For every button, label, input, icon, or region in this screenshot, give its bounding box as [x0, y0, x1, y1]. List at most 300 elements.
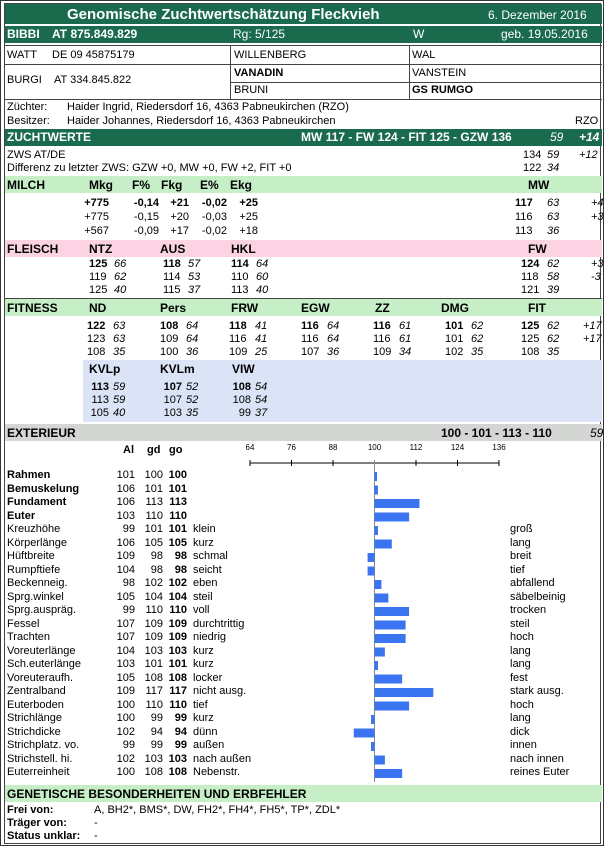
trait-left-label: eben [193, 577, 218, 589]
trait-al: 103 [116, 658, 135, 670]
trait-bar [375, 607, 410, 616]
fleisch-rel: 62 [547, 258, 560, 270]
trait-right-label: lang [510, 536, 531, 549]
trait-left-label: klein [193, 523, 216, 535]
trait-name: Fundament [7, 496, 67, 508]
fitness-value2: 105 [90, 407, 109, 419]
sire-dam-sire: WAL [412, 49, 436, 61]
fitness-rel: 63 [113, 320, 126, 332]
trait-gd: 110 [145, 604, 163, 616]
report-title: Genomische Zuchtwertschätzung Fleckvieh [67, 6, 380, 23]
trait-right-label: innen [510, 739, 537, 751]
trait-gd: 104 [144, 590, 163, 603]
trait-gd: 98 [150, 550, 163, 562]
trait-al: 104 [116, 644, 135, 657]
milch-value: -0,09 [133, 225, 159, 237]
trait-bar [375, 594, 389, 603]
trait-al: 99 [122, 604, 135, 616]
trait-left-label: voll [193, 604, 210, 616]
fitness-value: 108 [87, 346, 106, 358]
fitness-value: 109 [160, 333, 179, 345]
zw-summary: MW 117 - FW 124 - FIT 125 - GZW 136 [301, 130, 512, 144]
fitness-rel: 41 [255, 320, 268, 332]
breeder-value: Haider Ingrid, Riedersdorf 16, 4363 Pabneukirchen (RZO) [67, 101, 349, 113]
fitness-col: EGW [301, 301, 330, 315]
axis-tick-label: 100 [367, 443, 382, 452]
fitness-col: ND [89, 301, 107, 315]
trait-right-label: stark ausg. [510, 685, 564, 697]
trait-name: Bemuskelung [7, 482, 80, 495]
diff-value: 122 [523, 162, 542, 174]
trait-gd: 99 [150, 739, 163, 751]
milch-value: -0,14 [133, 197, 159, 209]
ext-head: Al [123, 444, 134, 456]
trait-al: 99 [122, 523, 135, 535]
milch-value: +25 [239, 197, 258, 209]
fitness-rel: 35 [547, 346, 560, 358]
fitness-value: 108 [160, 320, 179, 332]
fitness-value2: 113 [91, 394, 109, 406]
zw-diff: +14 [579, 130, 600, 144]
milch-value: +775 [84, 211, 109, 223]
trait-name: Trachten [7, 631, 51, 643]
trait-gd: 110 [145, 698, 163, 711]
trait-al: 107 [116, 617, 135, 630]
trait-al: 106 [116, 536, 135, 549]
trait-name: Voreuterlänge [7, 644, 76, 657]
fleisch-value: 125 [89, 258, 108, 270]
trait-go: 101 [168, 523, 187, 535]
trait-go: 117 [169, 685, 187, 697]
fitness-rel: 36 [327, 346, 340, 358]
fitness-header [5, 299, 602, 316]
fleisch-section [5, 240, 602, 298]
fitness-value: 101 [445, 333, 464, 345]
fitness-col: DMG [441, 301, 469, 315]
animal-rank: Rg: 5/125 [233, 27, 286, 41]
title-bar [5, 4, 602, 24]
trait-bar [375, 661, 378, 670]
genetic-label: GENETISCHE BESONDERHEITEN UND ERBFEHLER [7, 787, 307, 801]
trait-go: 99 [174, 739, 187, 751]
fleisch-col: NTZ [89, 242, 113, 256]
trait-go: 103 [168, 644, 187, 657]
fleisch-value: 114 [163, 271, 181, 283]
trait-gd: 103 [144, 752, 163, 765]
trait-gd: 110 [145, 509, 163, 522]
carrier-label: Träger von: [7, 817, 67, 829]
trait-go: 105 [168, 536, 187, 549]
trait-left-label: seicht [193, 563, 222, 576]
trait-left-label: kurz [193, 644, 214, 657]
fitness-rel2: 59 [113, 381, 126, 393]
trait-name: Rumpftiefe [7, 563, 61, 576]
fitness-rel: 34 [399, 346, 412, 358]
trait-bar [375, 756, 385, 765]
trait-go: 108 [168, 766, 187, 778]
trait-right-label: lang [510, 712, 531, 724]
trait-bar [354, 729, 375, 738]
diff-label: Differenz zu letzter ZWS: GZW +0, MW +0, FW +2, FIT +0 [7, 162, 292, 174]
fitness-value: 109 [373, 346, 392, 358]
fitness-rel: 41 [255, 333, 268, 345]
fleisch-rel: 53 [188, 271, 201, 283]
milch-value: +17 [170, 225, 189, 237]
trait-go: 98 [174, 563, 187, 576]
trait-al: 101 [116, 469, 135, 481]
trait-gd: 109 [144, 617, 163, 630]
fitness-right: FIT [528, 301, 546, 315]
trait-bar [375, 580, 382, 589]
fleisch-rel: 62 [114, 271, 127, 283]
fitness-value: 122 [87, 320, 106, 332]
animal-name: BIBBI [7, 27, 40, 41]
fitness-rel: 35 [113, 346, 126, 358]
fleisch-col: AUS [160, 242, 186, 256]
fitness-rel: 62 [547, 320, 560, 332]
trait-name: Voreuteraufh. [7, 671, 74, 684]
fleisch-rel: 40 [114, 284, 127, 296]
milch-rel: 36 [547, 225, 560, 237]
trait-name: Sch.euterlänge [7, 658, 81, 670]
fitness-label: FITNESS [7, 301, 58, 315]
milch-value: +18 [239, 225, 258, 237]
trait-name: Hüftbreite [7, 550, 55, 562]
trait-bar [375, 688, 434, 697]
fitness-value: 101 [445, 320, 464, 332]
fitness-rel: 62 [547, 333, 560, 345]
fitness-col2: KVLm [160, 362, 195, 376]
fleisch-value: 115 [163, 284, 181, 296]
fitness-col2: VIW [232, 362, 255, 376]
milch-index: 116 [515, 211, 533, 223]
trait-al: 109 [116, 685, 135, 697]
trait-al: 99 [122, 739, 135, 751]
exterieur-summary: 100 - 101 - 113 - 110 [441, 426, 552, 440]
fitness-rel: 62 [471, 333, 484, 345]
fitness-index: 108 [521, 346, 540, 358]
fleisch-index: 118 [521, 271, 539, 283]
fitness-rel2: 54 [255, 394, 268, 406]
trait-gd: 101 [144, 658, 163, 670]
sire-name: WATT [7, 49, 37, 61]
trait-al: 106 [116, 482, 135, 495]
trait-al: 100 [116, 712, 135, 724]
trait-gd: 117 [145, 685, 163, 697]
fitness-rel: 64 [186, 320, 199, 332]
trait-go: 102 [168, 577, 187, 589]
fleisch-value: 114 [231, 258, 249, 270]
milch-value: -0,15 [133, 211, 159, 223]
axis-tick-label: 136 [492, 443, 506, 452]
ext-head: go [169, 444, 183, 456]
fitness-value: 100 [160, 346, 179, 358]
milch-value: +25 [239, 211, 258, 223]
fitness-index: 125 [521, 320, 540, 332]
animal-id: AT 875.849.829 [52, 27, 138, 41]
fitness-section [5, 299, 602, 422]
fitness-rel: 35 [471, 346, 484, 358]
fleisch-diff: -3 [591, 271, 601, 283]
trait-go: 110 [169, 604, 187, 616]
trait-right-label: lang [510, 658, 531, 670]
fitness-value: 116 [301, 320, 319, 332]
report-date: 6. Dezember 2016 [488, 8, 587, 22]
trait-name: Strichstell. hi. [7, 752, 73, 765]
trait-al: 102 [116, 752, 135, 765]
milch-col: E% [200, 178, 219, 192]
fleisch-rel: 66 [114, 258, 127, 270]
trait-go: 101 [168, 658, 187, 670]
trait-gd: 105 [144, 536, 163, 549]
fleisch-rel: 58 [547, 271, 560, 283]
trait-left-label: niedrig [193, 631, 227, 643]
trait-bar [371, 715, 374, 724]
trait-go: 113 [169, 496, 187, 508]
fitness-col2: KVLp [89, 362, 121, 376]
trait-left-label: locker [193, 671, 223, 684]
trait-left-label: kurz [193, 658, 214, 670]
fitness-col: FRW [231, 301, 259, 315]
trait-bar [375, 675, 403, 684]
trait-name: Sprg.winkel [7, 590, 64, 603]
dam-sire2: VANSTEIN [412, 67, 467, 79]
exterieur-section [5, 422, 602, 782]
trait-right-label: abfallend [510, 577, 555, 589]
trait-bar [375, 702, 410, 711]
trait-bar [375, 472, 378, 481]
trait-al: 100 [116, 698, 135, 711]
trait-go: 98 [174, 550, 187, 562]
fleisch-rel: 37 [188, 284, 201, 296]
fitness-rel: 64 [327, 320, 340, 332]
owner-value: Haider Johannes, Riedersdorf 16, 4363 Pabneukirchen [67, 115, 336, 127]
trait-gd: 100 [144, 469, 163, 481]
trait-al: 98 [122, 577, 135, 589]
fitness-rel2: 54 [255, 381, 268, 393]
owner-org: RZO [575, 115, 599, 127]
fitness-value2: 113 [91, 381, 109, 393]
fitness-rel: 64 [327, 333, 340, 345]
fitness-col: ZZ [375, 301, 390, 315]
unclear-label: Status unklar: [7, 830, 81, 842]
milch-index: 117 [515, 197, 533, 209]
dam-gg: GS RUMGO [412, 84, 474, 96]
milch-label: MILCH [7, 178, 45, 192]
free-label: Frei von: [7, 804, 54, 816]
fleisch-diff: +3 [591, 258, 604, 270]
zws-rel: 59 [547, 149, 560, 161]
milch-value: -0,02 [201, 197, 227, 209]
trait-left-label: kurz [193, 536, 214, 549]
trait-gd: 103 [144, 644, 163, 657]
milch-right: MW [528, 178, 550, 192]
trait-name: Kreuzhöhe [7, 523, 61, 535]
fitness-value: 107 [301, 346, 320, 358]
fitness-value2: 108 [232, 381, 251, 393]
trait-right-label: tief [510, 563, 525, 576]
trait-left-label: nach außen [193, 752, 252, 765]
fitness-value2: 107 [163, 381, 182, 393]
unclear-value: - [94, 830, 98, 842]
diff-rel: 34 [547, 162, 560, 174]
trait-name: Strichlänge [7, 712, 63, 724]
milch-col: Fkg [161, 178, 183, 192]
milch-value: -0,03 [201, 211, 227, 223]
trait-go: 103 [168, 752, 187, 765]
zw-label: ZUCHTWERTE [7, 130, 91, 144]
fitness-diff: +17 [583, 320, 602, 332]
fleisch-value: 119 [89, 271, 107, 283]
fitness-value: 118 [229, 320, 247, 332]
fitness-rel: 62 [471, 320, 484, 332]
animal-born: geb. 19.05.2016 [501, 27, 588, 41]
fleisch-value: 110 [231, 271, 249, 283]
fitness-value: 116 [301, 333, 319, 345]
fleisch-col: HKL [231, 242, 256, 256]
trait-al: 102 [116, 725, 135, 738]
trait-name: Körperlänge [7, 536, 67, 549]
animal-sex: W [413, 27, 425, 41]
trait-name: Zentralband [7, 685, 66, 697]
trait-right-label: lang [510, 644, 531, 657]
trait-al: 105 [116, 671, 135, 684]
fitness-rel: 61 [399, 320, 412, 332]
trait-gd: 108 [144, 766, 163, 778]
trait-bar [375, 526, 378, 535]
fitness-value: 109 [229, 346, 248, 358]
milch-rel: 63 [547, 197, 560, 209]
fitness-rel2: 59 [113, 394, 126, 406]
fitness-value: 116 [373, 333, 391, 345]
trait-name: Beckenneig. [7, 577, 68, 589]
sire-id: DE 09 45875179 [52, 49, 135, 61]
fitness-rel: 25 [255, 346, 268, 358]
trait-right-label: breit [510, 550, 532, 562]
fleisch-label: FLEISCH [7, 242, 59, 256]
milch-col: Ekg [230, 178, 253, 192]
trait-name: Sprg.auspräg. [7, 604, 77, 616]
fitness-rel2: 52 [186, 381, 199, 393]
fitness-value2: 103 [163, 407, 182, 419]
fleisch-right: FW [528, 242, 547, 256]
zuchtwerte-bar [5, 129, 602, 146]
fitness-value: 123 [87, 333, 106, 345]
trait-gd: 102 [144, 577, 163, 589]
fleisch-rel: 60 [256, 271, 269, 283]
fitness-col: Pers [160, 301, 187, 315]
trait-right-label: groß [510, 523, 533, 535]
fleisch-value: 118 [163, 258, 181, 270]
dam-name: BURGI [7, 74, 42, 86]
fitness-rel2: 37 [255, 407, 268, 419]
trait-left-label: dünn [193, 725, 218, 738]
trait-right-label: dick [510, 725, 530, 738]
trait-gd: 99 [150, 712, 163, 724]
axis-tick-label: 112 [409, 443, 423, 452]
trait-left-label: schmal [193, 550, 228, 562]
fleisch-index: 121 [521, 284, 540, 296]
trait-name: Fessel [7, 617, 40, 630]
fleisch-rel: 64 [256, 258, 269, 270]
fitness-index: 125 [521, 333, 540, 345]
trait-left-label: kurz [193, 712, 214, 724]
trait-go: 109 [168, 631, 187, 643]
trait-left-label: steil [193, 590, 213, 603]
fitness-rel: 36 [186, 346, 199, 358]
fitness-rel: 64 [186, 333, 199, 345]
report [4, 3, 604, 844]
trait-gd: 101 [144, 482, 163, 495]
trait-gd: 98 [150, 563, 163, 576]
trait-al: 105 [116, 590, 135, 603]
trait-right-label: fest [510, 671, 528, 684]
milch-value: +567 [84, 225, 109, 237]
trait-name: Euterboden [7, 698, 64, 711]
trait-al: 104 [116, 563, 135, 576]
trait-bar [375, 540, 392, 549]
fitness-sub-header [83, 360, 602, 377]
trait-bar [375, 486, 378, 495]
trait-right-label: hoch [510, 631, 534, 643]
trait-right-label: hoch [510, 698, 534, 711]
fitness-value2: 99 [238, 407, 251, 419]
ext-head: gd [147, 444, 161, 456]
free-value: A, BH2*, BMS*, DW, FH2*, FH4*, FH5*, TP*, ZDL* [94, 804, 341, 816]
trait-right-label: nach innen [510, 752, 564, 765]
trait-right-label: reines Euter [510, 766, 570, 778]
trait-go: 100 [168, 469, 187, 481]
zws-value: 134 [523, 149, 542, 161]
fitness-value: 102 [445, 346, 464, 358]
trait-bar [375, 499, 420, 508]
trait-name: Strichplatz. vo. [7, 739, 80, 751]
fleisch-value: 113 [231, 284, 249, 296]
milch-value: +20 [170, 211, 189, 223]
milch-value: -0,02 [201, 225, 227, 237]
trait-bar [375, 621, 406, 630]
trait-right-label: trocken [510, 604, 547, 616]
trait-name: Euterreinheit [7, 766, 70, 778]
trait-go: 109 [168, 617, 187, 630]
fleisch-rel: 57 [188, 258, 201, 270]
milch-header [5, 176, 602, 193]
trait-bar [371, 742, 374, 751]
fitness-value: 116 [373, 320, 391, 332]
trait-left-label: außen [193, 739, 225, 751]
fitness-rel: 63 [113, 333, 126, 345]
exterieur-rel: 59 [590, 426, 604, 440]
trait-al: 107 [116, 631, 135, 643]
milch-diff: +3 [591, 211, 604, 223]
trait-gd: 94 [150, 725, 163, 738]
trait-al: 103 [116, 509, 135, 522]
genetic-header [5, 785, 602, 802]
axis-tick-label: 64 [245, 443, 255, 452]
dam-id: AT 334.845.822 [54, 74, 132, 86]
trait-go: 101 [168, 482, 187, 495]
fitness-rel: 61 [399, 333, 412, 345]
trait-gd: 109 [144, 631, 163, 643]
axis-tick-label: 76 [287, 443, 296, 452]
owner-label: Besitzer: [7, 115, 50, 127]
trait-go: 104 [168, 590, 187, 603]
fitness-rel2: 35 [186, 407, 199, 419]
milch-rel: 63 [547, 211, 560, 223]
milch-col: Mkg [89, 178, 113, 192]
trait-right-label: steil [510, 617, 530, 630]
fitness-rel2: 52 [186, 394, 199, 406]
